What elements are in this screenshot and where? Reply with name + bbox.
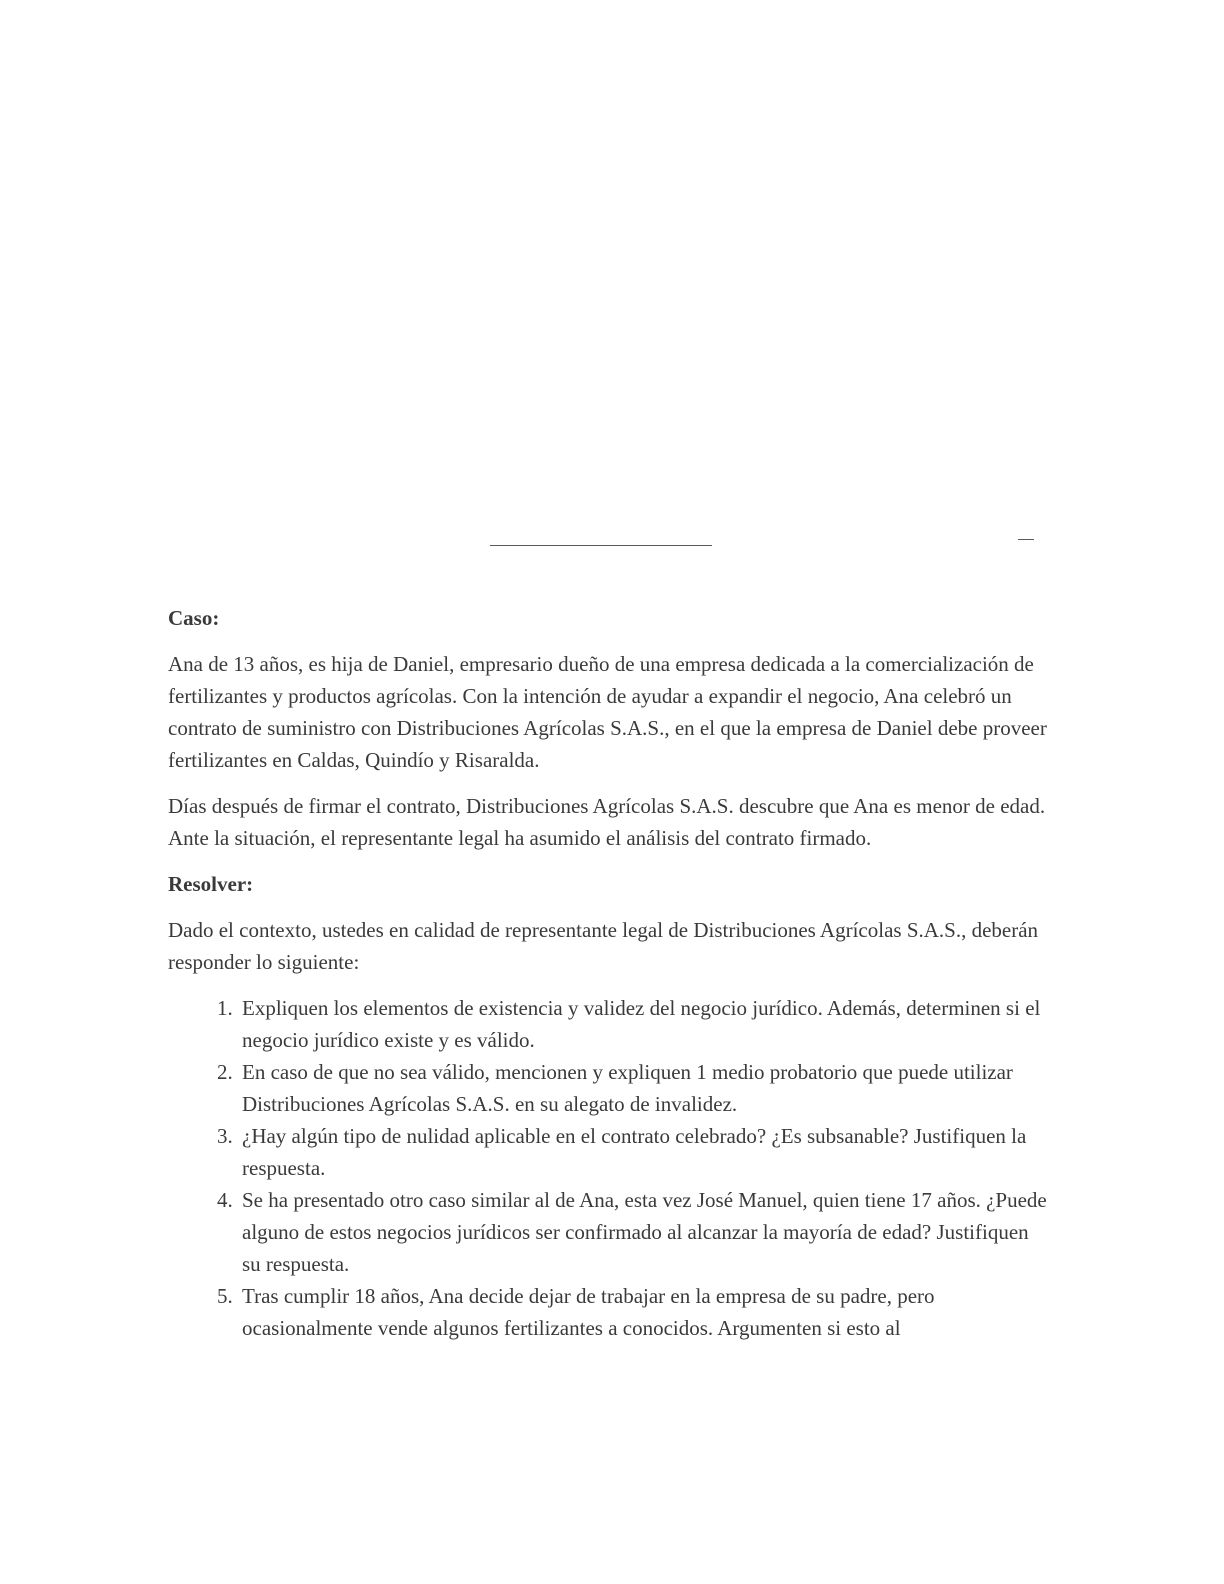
solve-intro: Dado el contexto, ustedes en calidad de representante legal de Distribuciones Agrícolas S.A.S., deberán responder lo siguiente:: [168, 918, 1039, 974]
questions-list: [168, 992, 1048, 1344]
document-body: [168, 602, 1048, 1344]
solve-heading: Resolver:: [168, 872, 254, 896]
question-item: 2. En caso de que no sea válido, mencionen y expliquen 1 medio probatorio que puede utilizar Distribuciones Agrícolas S.A.S. en su alegato de invalidez.: [238, 1056, 1048, 1120]
case-paragraph-1: Ana de 13 años, es hija de Daniel, empresario dueño de una empresa dedicada a la comercialización de fertilizantes y productos agrícolas. Con la intención de ayudar a expandir el negocio, Ana celebró un contrato de suministro con Distribuciones Agrícolas S.A.S., en el que la empresa de Daniel debe proveer fertilizantes en Caldas, Quindío y Risaralda.: [168, 652, 1047, 772]
question-item: 5. Tras cumplir 18 años, Ana decide dejar de trabajar en la empresa de su padre, pero ocasionalmente vende algunos fertilizantes a conocidos. Argumenten si esto al: [238, 1280, 1048, 1344]
question-item: 1. Expliquen los elementos de existencia y validez del negocio jurídico. Además, determinen si el negocio jurídico existe y es válido.: [238, 992, 1048, 1056]
question-item: 4. Se ha presentado otro caso similar al de Ana, esta vez José Manuel, quien tiene 17 años. ¿Puede alguno de estos negocios jurídicos ser confirmado al alcanzar la mayoría de edad? Justifiquen su respuesta.: [238, 1184, 1048, 1280]
case-heading: Caso:: [168, 606, 220, 630]
short-dash-rule: [1018, 539, 1034, 540]
question-item: 3. ¿Hay algún tipo de nulidad aplicable en el contrato celebrado? ¿Es subsanable? Justifiquen la respuesta.: [238, 1120, 1048, 1184]
case-paragraph-2: Días después de firmar el contrato, Distribuciones Agrícolas S.A.S. descubre que Ana es menor de edad. Ante la situación, el representante legal ha asumido el análisis del contrato firmado.: [168, 794, 1046, 850]
underline-rule: [490, 545, 712, 546]
